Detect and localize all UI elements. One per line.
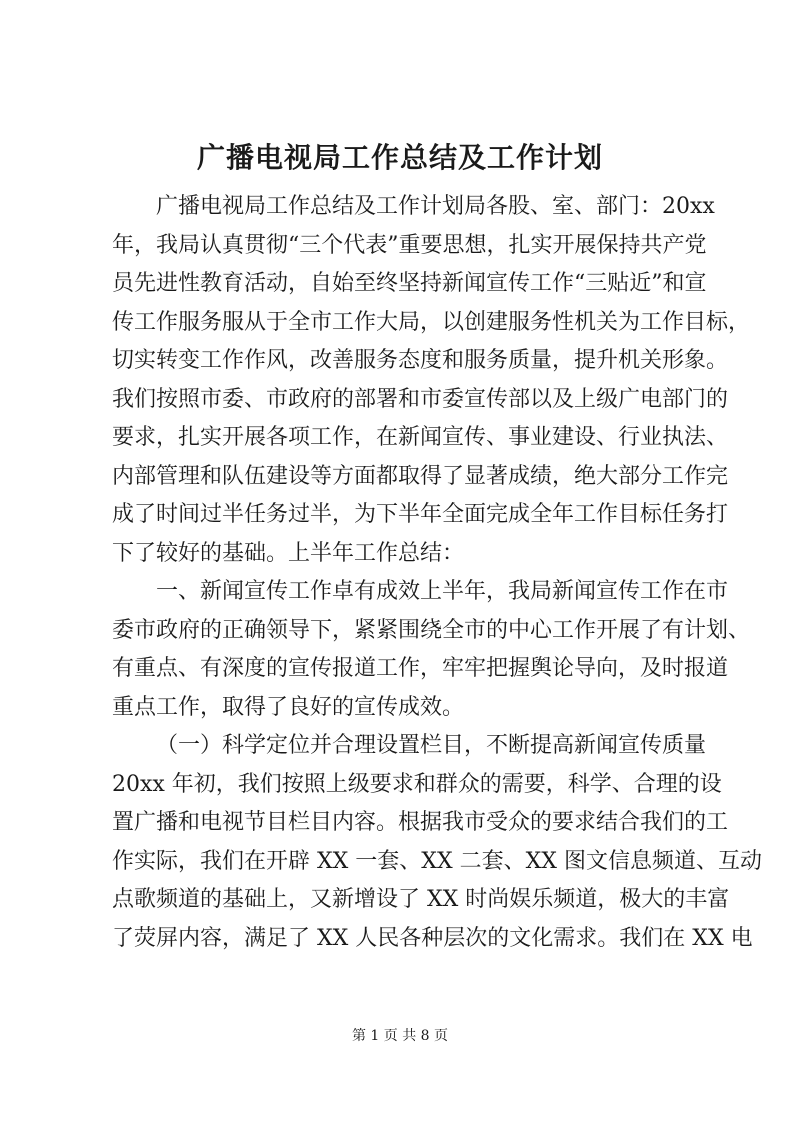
- paragraph-line: 要求，扎实开展各项工作，在新闻宣传、事业建设、行业执法、: [112, 425, 729, 450]
- paragraph-line: 有重点、有深度的宣传报道工作，牢牢把握舆论导向，及时报道: [112, 656, 729, 681]
- paragraph-line: 作实际，我们在开辟 XX 一套、XX 二套、XX 图文信息频道、互动: [112, 848, 762, 874]
- paragraph-line: 员先进性教育活动，自始至终坚持新闻宣传工作“三贴近”和宣: [112, 271, 707, 296]
- paragraph-line: 年，我局认真贯彻“三个代表”重要思想，扎实开展保持共产党: [112, 232, 707, 258]
- paragraph-line: 点歌频道的基础上，又新增设了 XX 时尚娱乐频道，极大的丰富: [112, 887, 730, 912]
- paragraph-line: 重点工作，取得了良好的宣传成效。: [112, 694, 465, 720]
- paragraph-line: 传工作服务服从于全市工作大局，以创建服务性机关为工作目标，: [112, 309, 751, 335]
- paragraph-line: （一）科学定位并合理设置栏目，不断提高新闻宣传质量: [156, 733, 707, 758]
- paragraph-line: 广播电视局工作总结及工作计划局各股、室、部门：20xx: [156, 194, 715, 219]
- paragraph-line: 委市政府的正确领导下，紧紧围绕全市的中心工作开展了有计划、: [112, 617, 751, 643]
- page-number-footer: 第 1 页 共 8 页: [351, 1028, 449, 1044]
- document-body: [112, 188, 762, 958]
- paragraph-line: 下了较好的基础。上半年工作总结：: [112, 540, 465, 566]
- paragraph-line: 一、新闻宣传工作卓有成效上半年，我局新闻宣传工作在市: [156, 579, 729, 604]
- document-title: 广播电视局工作总结及工作计划: [196, 141, 603, 174]
- paragraph-line: 我们按照市委、市政府的部署和市委宣传部以及上级广电部门的: [112, 386, 729, 412]
- paragraph-line: 成了时间过半任务过半，为下半年全面完成全年工作目标任务打: [112, 502, 729, 527]
- paragraph-line: 切实转变工作作风，改善服务态度和服务质量，提升机关形象。: [112, 348, 729, 373]
- paragraph-line: 20xx 年初，我们按照上级要求和群众的需要，科学、合理的设: [112, 771, 722, 797]
- paragraph-line: 置广播和电视节目栏目内容。根据我市受众的要求结合我们的工: [112, 810, 729, 835]
- paragraph-line: 内部管理和队伍建设等方面都取得了显著成绩，绝大部分工作完: [112, 463, 729, 489]
- paragraph-line: 了荧屏内容，满足了 XX 人民各种层次的文化需求。我们在 XX 电: [112, 925, 753, 951]
